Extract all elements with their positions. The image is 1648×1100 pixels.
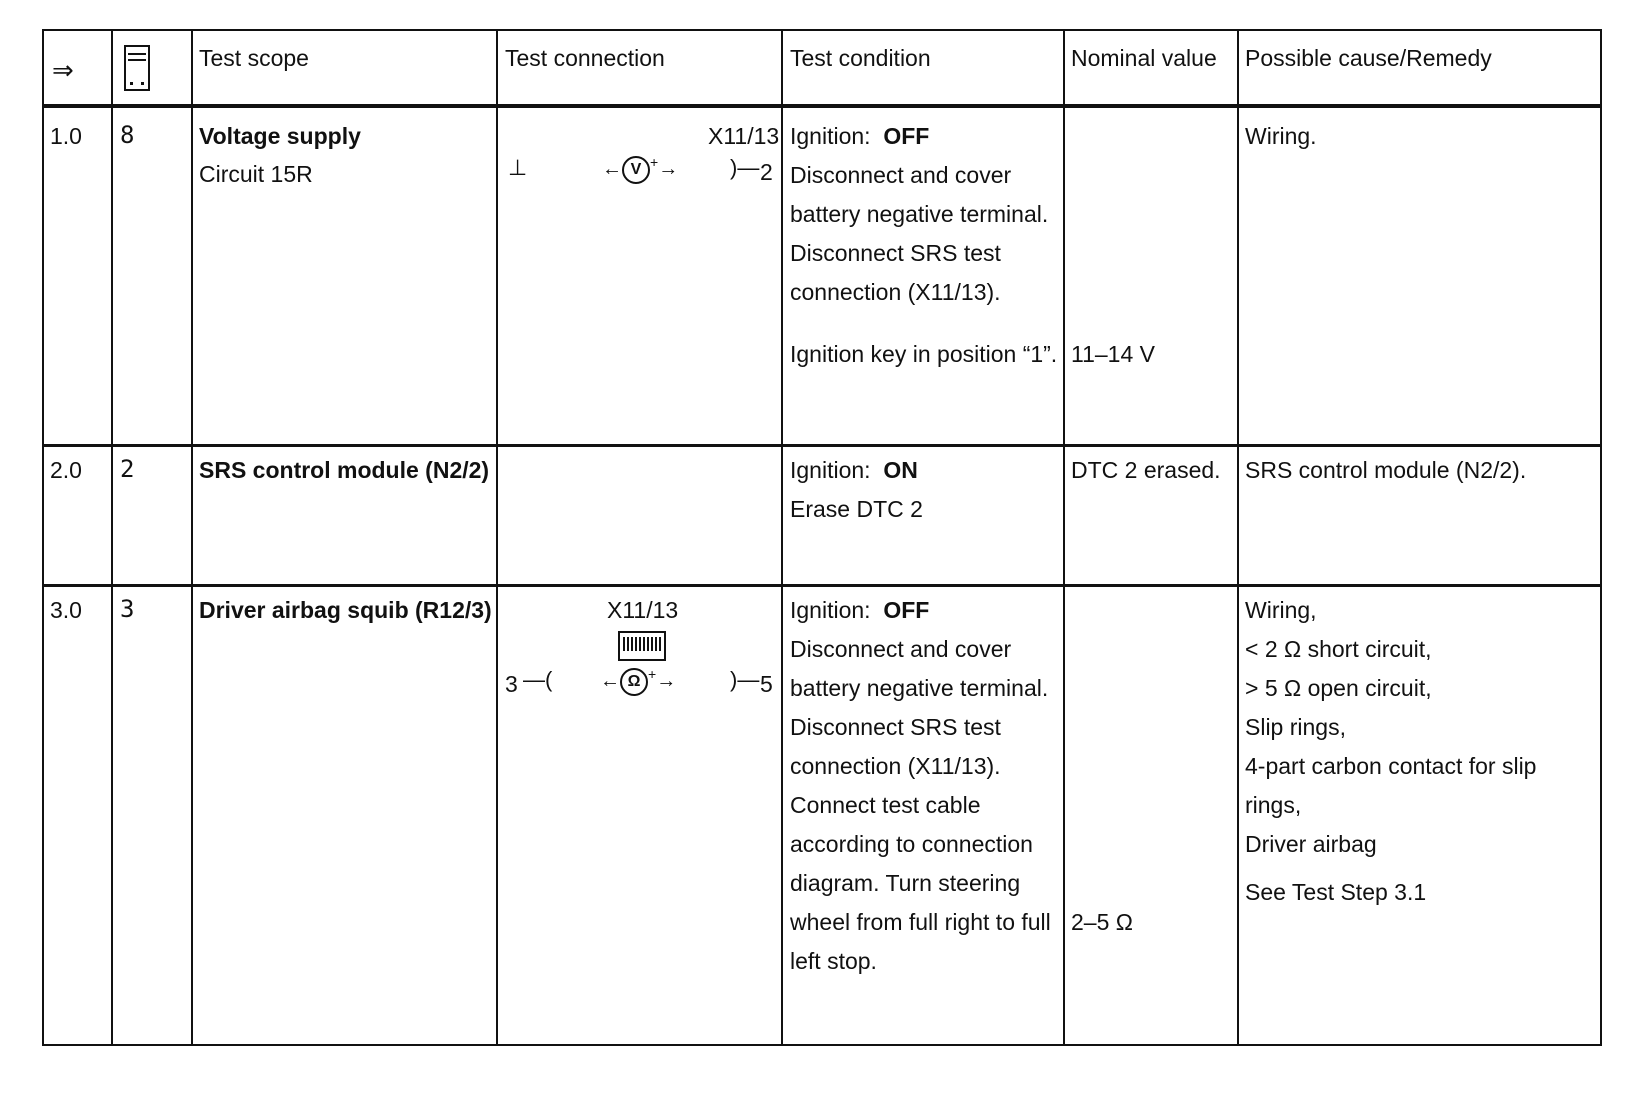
- nominal-value: DTC 2 erased.: [1071, 457, 1221, 483]
- column-divider: [496, 31, 498, 1044]
- ignition-label: Ignition:: [790, 123, 871, 149]
- ignition-state: OFF: [883, 123, 930, 149]
- condition-line: connection (X11/13).: [790, 753, 1001, 779]
- column-divider: [191, 31, 193, 1044]
- header-possible-cause: Possible cause/Remedy: [1245, 45, 1492, 71]
- column-divider: [1237, 31, 1239, 1044]
- scope-title: Voltage supply: [199, 123, 361, 149]
- cause-line: rings,: [1245, 792, 1302, 818]
- condition-line: according to connection: [790, 831, 1033, 857]
- connector-pin-number: 3: [505, 671, 518, 697]
- condition-ignition: [790, 591, 1051, 630]
- ignition-state: OFF: [883, 597, 930, 623]
- header-divider: [44, 104, 1600, 108]
- condition-line: Connect test cable: [790, 792, 981, 818]
- condition-line: Disconnect SRS test: [790, 714, 1001, 740]
- see-test-step-reference: See Test Step 3.1: [1245, 879, 1427, 905]
- ignition-label: Ignition:: [790, 457, 871, 483]
- voltmeter-icon: ← V +→: [602, 154, 678, 184]
- step-number: 3.0: [50, 597, 82, 623]
- column-divider: [111, 31, 113, 1044]
- connection-label: X11/13: [607, 597, 679, 623]
- connector-pin-icon: )—: [730, 667, 760, 692]
- connection-label: X11/13: [708, 123, 780, 149]
- step-code: 3: [120, 595, 135, 623]
- condition-line: diagram. Turn steering: [790, 870, 1021, 896]
- ignition-state: ON: [883, 457, 918, 483]
- cause-line: 4-part carbon contact for slip: [1245, 753, 1537, 779]
- step-code: 8: [120, 121, 135, 149]
- condition-line: Disconnect SRS test: [790, 240, 1001, 266]
- step-number: 2.0: [50, 457, 82, 483]
- cause-line: < 2 Ω short circuit,: [1245, 636, 1432, 662]
- ground-symbol-icon: ⊥: [508, 155, 528, 180]
- test-condition: [790, 591, 1051, 981]
- ohmmeter-icon: ← Ω +→: [600, 666, 676, 696]
- tester-display-icon: [124, 45, 150, 91]
- condition-extra: Ignition key in position “1”.: [790, 341, 1058, 367]
- cause-line: SRS control module (N2/2).: [1245, 457, 1527, 483]
- scope-title: Driver airbag squib (R12/3): [199, 597, 492, 623]
- condition-line: Disconnect and cover: [790, 636, 1012, 662]
- scope-title: SRS control module (N2/2): [199, 457, 490, 483]
- cause-line: > 5 Ω open circuit,: [1245, 675, 1432, 701]
- cause-line: Driver airbag: [1245, 831, 1377, 857]
- connector-pin-number: 2: [760, 159, 773, 185]
- condition-ignition: [790, 451, 923, 490]
- possible-cause: [1245, 591, 1536, 864]
- condition-line: wheel from full right to full: [790, 909, 1051, 935]
- row-divider: [44, 584, 1600, 587]
- step-code: 2: [120, 455, 135, 483]
- test-adapter-icon: [618, 631, 666, 661]
- ignition-label: Ignition:: [790, 597, 871, 623]
- row-divider: [44, 444, 1600, 447]
- condition-line: battery negative terminal.: [790, 675, 1049, 701]
- column-divider: [781, 31, 783, 1044]
- nominal-value: 2–5 Ω: [1071, 909, 1133, 935]
- column-divider: [1063, 31, 1065, 1044]
- condition-line: Erase DTC 2: [790, 496, 923, 522]
- header-test-connection: Test connection: [505, 45, 665, 71]
- condition-line: battery negative terminal.: [790, 201, 1049, 227]
- header-nominal-value: Nominal value: [1071, 45, 1217, 71]
- diagnostic-test-table: [42, 29, 1602, 1046]
- test-condition: [790, 117, 1048, 312]
- header-test-scope: Test scope: [199, 45, 309, 71]
- header-test-condition: Test condition: [790, 45, 931, 71]
- condition-line: connection (X11/13).: [790, 279, 1001, 305]
- cause-line: Wiring,: [1245, 597, 1317, 623]
- cause-line: Wiring.: [1245, 123, 1317, 149]
- arrow-icon: ⇒: [52, 55, 74, 85]
- connector-pin-number: 5: [760, 671, 773, 697]
- condition-ignition: [790, 117, 1048, 156]
- scope-subtitle: Circuit 15R: [199, 161, 313, 187]
- condition-line: left stop.: [790, 948, 877, 974]
- connector-pin-icon: —(: [523, 667, 553, 692]
- nominal-value: 11–14 V: [1071, 341, 1155, 367]
- connector-pin-icon: )—: [730, 155, 760, 180]
- step-number: 1.0: [50, 123, 82, 149]
- test-condition: [790, 451, 923, 529]
- condition-line: Disconnect and cover: [790, 162, 1012, 188]
- cause-line: Slip rings,: [1245, 714, 1346, 740]
